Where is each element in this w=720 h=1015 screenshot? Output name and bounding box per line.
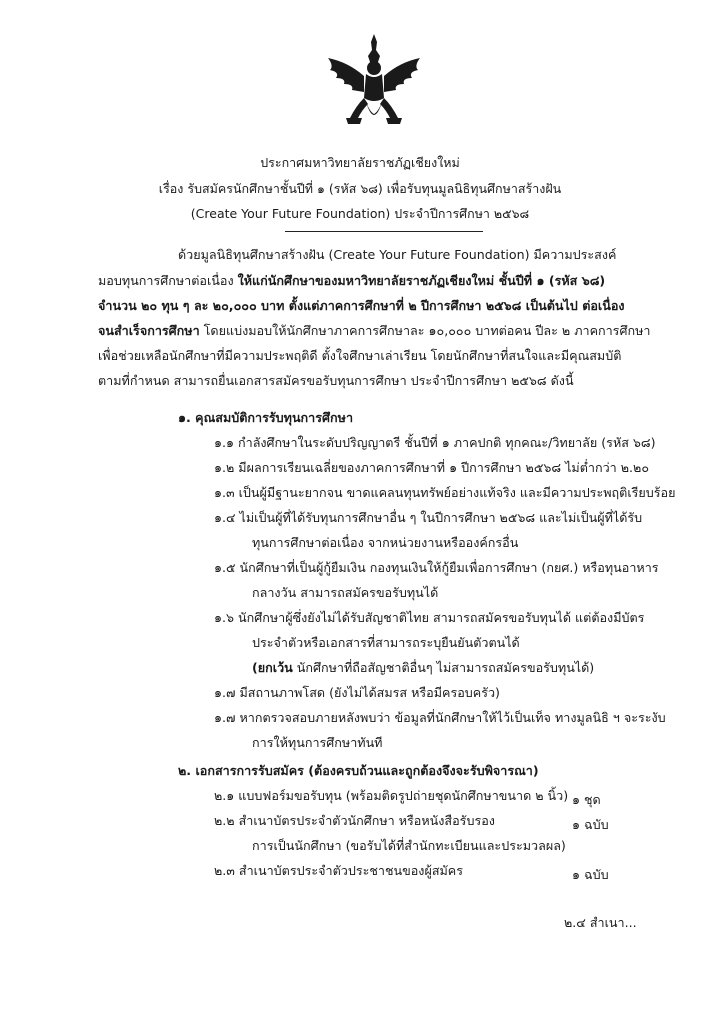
criterion-1-1: ๑.๑ กำลังศึกษาในระดับปริญญาตรี ชั้นปีที่ ๑ ภาคปกติ ทุกคณะ/วิทยาลัย (รหัส ๖๘) (214, 435, 656, 450)
intro-line-4 (98, 322, 650, 340)
subject-line-2: (Create Your Future Foundation) ประจำปีการศึกษา ๒๕๖๘ (190, 206, 530, 221)
document-2-1-qty: ๑ ชุด (572, 792, 601, 807)
criterion-1-6-cont: ประจำตัวหรือเอกสารที่สามารถระบุยืนยันตัวตนได้ (252, 635, 520, 650)
header-divider (285, 231, 483, 232)
document-2-3-qty: ๑ ฉบับ (572, 867, 609, 882)
subject-line: เรื่อง รับสมัครนักศึกษาชั้นปีที่ ๑ (รหัส ๖๘) เพื่อรับทุนมูลนิธิทุนศึกษาสร้างฝัน (158, 181, 562, 196)
intro-line-2 (98, 272, 605, 290)
document-2-1: ๒.๑ แบบฟอร์มขอรับทุน (พร้อมติดรูปถ่ายชุดนักศึกษาขนาด ๒ นิ้ว) (214, 788, 569, 803)
criterion-1-2: ๑.๒ มีผลการเรียนเฉลี่ยของภาคการศึกษาที่ ๑ ปีการศึกษา ๒๕๖๘ ไม่ต่ำกว่า ๒.๒๐ (214, 460, 650, 475)
continued-marker: ๒.๔ สำเนา... (564, 915, 637, 930)
criterion-1-6: ๑.๖ นักศึกษาผู้ซึ่งยังไม่ได้รับสัญชาติไทย สามารถสมัครขอรับทุนได้ แต่ต้องมีบัตร (214, 610, 645, 625)
document-2-2: ๒.๒ สำเนาบัตรประจำตัวนักศึกษา หรือหนังสือรับรอง (214, 813, 495, 828)
criterion-1-8: ๑.๗ หากตรวจสอบภายหลังพบว่า ข้อมูลที่นักศึกษาให้ไว้เป็นเท็จ ทางมูลนิธิ ฯ จะระงับ (214, 710, 666, 725)
criterion-1-4-cont: ทุนการศึกษาต่อเนื่อง จากหน่วยงานหรือองค์กรอื่น (252, 535, 519, 550)
section1-heading: ๑. คุณสมบัติการรับทุนการศึกษา (178, 410, 354, 425)
criterion-1-5: ๑.๕ นักศึกษาที่เป็นผู้กู้ยืมเงิน กองทุนเงินให้กู้ยืมเพื่อการศึกษา (กยศ.) หรือทุนอาหาร (214, 560, 659, 575)
criterion-1-5-cont: กลางวัน สามารถสมัครขอรับทุนได้ (252, 585, 439, 600)
exception-label: (ยกเว้น (252, 660, 293, 675)
criterion-1-7: ๑.๗ มีสถานภาพโสด (ยังไม่ได้สมรส หรือมีครอบครัว) (214, 685, 500, 700)
issuer-title: ประกาศมหาวิทยาลัยราชภัฏเชียงใหม่ (260, 155, 460, 170)
intro-line-4a: จนสำเร็จการศึกษา (98, 323, 200, 338)
intro-line-5: เพื่อช่วยเหลือนักศึกษาที่มีความประพฤติดี ตั้งใจศึกษาเล่าเรียน โดยนักศึกษาที่สนใจและมีคุณสมบัติ (98, 348, 622, 363)
intro-line-4b: โดยแบ่งมอบให้นักศึกษาภาคการศึกษาละ ๑๐,๐๐๐ บาทต่อคน ปีละ ๒ ภาคการศึกษา (199, 323, 651, 338)
document-2-3: ๒.๓ สำเนาบัตรประจำตัวประชาชนของผู้สมัคร (214, 863, 463, 878)
criterion-1-8-cont: การให้ทุนการศึกษาทันที (252, 735, 383, 750)
section2-heading: ๒. เอกสารการรับสมัคร (ต้องครบถ้วนและถูกต้องจึงจะรับพิจารณา) (178, 763, 539, 778)
intro-line-1: ด้วยมูลนิธิทุนศึกษาสร้างฝัน (Create Your Future Foundation) มีความประสงค์ (178, 247, 617, 262)
garuda-emblem-icon (318, 32, 430, 132)
document-2-2-cont: การเป็นนักศึกษา (ขอรับได้ที่สำนักทะเบียนและประมวลผล) (252, 838, 566, 853)
intro-line-2a: มอบทุนการศึกษาต่อเนื่อง (98, 273, 238, 288)
intro-line-2b: ให้แก่นักศึกษาของมหาวิทยาลัยราชภัฏเชียงใหม่ ชั้นปีที่ ๑ (รหัส ๖๘) (237, 273, 606, 288)
criterion-1-4: ๑.๔ ไม่เป็นผู้ที่ได้รับทุนการศึกษาอื่น ๆ ในปีการศึกษา ๒๕๖๘ และไม่เป็นผู้ที่ได้รับ (214, 510, 643, 525)
criterion-1-6-exception (252, 659, 594, 677)
intro-line-6: ตามที่กำหนด สามารถยื่นเอกสารสมัครขอรับทุนการศึกษา ประจำปีการศึกษา ๒๕๖๘ ดังนี้ (98, 373, 574, 388)
exception-text: นักศึกษาที่ถือสัญชาติอื่นๆ ไม่สามารถสมัครขอรับทุนได้) (292, 660, 595, 675)
document-2-2-qty: ๑ ฉบับ (572, 817, 609, 832)
criterion-1-3: ๑.๓ เป็นผู้มีฐานะยากจน ขาดแคลนทุนทรัพย์อย่างแท้จริง และมีความประพฤติเรียบร้อย (214, 485, 676, 500)
intro-line-3: จำนวน ๒๐ ทุน ๆ ละ ๒๐,๐๐๐ บาท ตั้งแต่ภาคการศึกษาที่ ๒ ปีการศึกษา ๒๕๖๘ เป็นต้นไป ต่อเนื่อง (98, 298, 625, 313)
